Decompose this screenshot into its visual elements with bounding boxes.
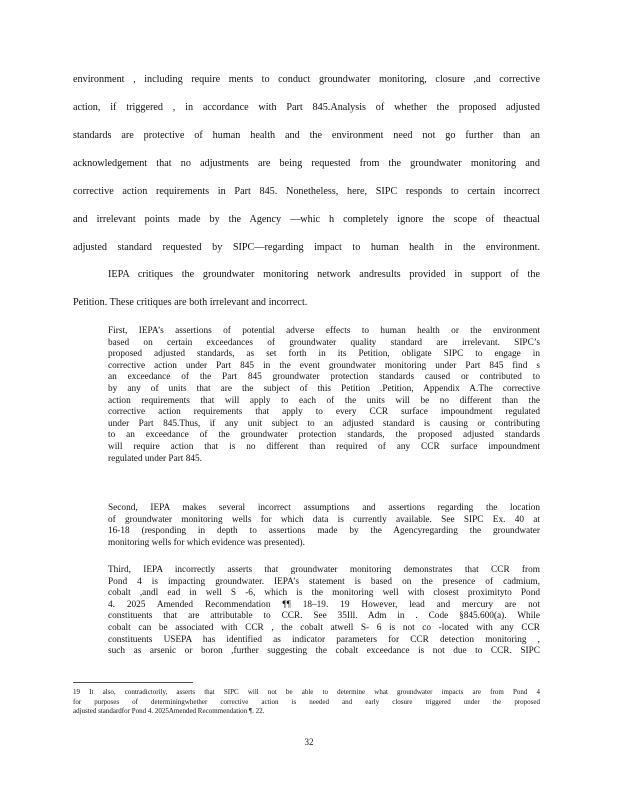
bullet-line: cobalt ,andl ead in well S -6, which is the monitoring well with closest proximityto Pond [108,588,540,599]
bullet-line: such as arsenic or boron ,further suggesting the cobalt exceedance is not due to CCR. SIPC [108,646,540,657]
paragraph-line: IEPA critiques the groundwater monitoring network andresults provided in support of the [108,269,540,280]
bullet-line: cobalt can be associated with CCR , the cobalt atwell S- 6 is not co -located with any CCR [108,622,540,633]
bullet-line: constituents that are attributable to CCR. See 35Ill. Adm in . Code §845.600(a). While [108,611,540,622]
bullet-line: 4. 2025 Amended Recommendation ¶¶ 18–19. 19 However, lead and mercury are not [108,599,540,610]
bullet-line: Second, IEPA makes several incorrect assumptions and assertions regarding the location [108,503,540,513]
bullet-line: monitoring wells for which evidence was presented). [108,537,305,548]
paragraph-line: acknowledgement that no adjustments are being requested from the groundwater monitoring and [73,158,540,169]
paragraph-line: action, if triggered , in accordance with Part 845.Analysis of whether the proposed adjusted [73,102,540,113]
paragraph-line: and irrelevant points made by the Agency —whic h completely ignore the scope of theactual [73,214,540,225]
bullet-item-1 [108,326,540,465]
paragraph-line: environment , including require ments to conduct groundwater monitoring, closure ,and corrective [73,74,540,85]
bullet-line: Third, IEPA incorrectly asserts that groundwater monitoring demonstrates that CCR from [108,565,540,575]
page-number: 32 [304,737,314,747]
bullet-line: corrective action under Part 845 in the event groundwater monitoring under Part 845 find s [108,360,540,371]
bullet-line: will require action that is no different than required of any CCR surface impoundment [108,441,540,452]
paragraph-line: adjusted standard requested by SIPC—regarding impact to human health in the environment. [73,242,540,253]
bullet-item-2 [108,503,540,549]
bullet-line: by any of units that are the subject of this Petition .Petition, Appendix A.The corrective [108,383,540,394]
bullet-line: under Part 845.Thus, if any unit subject to an adjusted standard is causing or contributing [108,418,540,429]
bullet-line: constituents USEPA has identified as indicator parameters for CCR detection monitoring , [108,634,540,645]
paragraph-line: corrective action requirements in Part 845. Nonetheless, here, SIPC responds to certain incorrect [73,186,540,197]
footnote [73,688,540,717]
bullet-item-3 [108,565,540,658]
footnote-line: for purposes of determiningwhether corrective action is needed and early closure triggered under the proposed [73,697,540,706]
bullet-line: to an exceedance of the groundwater protection standards, the proposed adjusted standards [108,430,540,441]
footnote-line: adjusted standardfor Pond 4. 2025Amended Recommendation ¶. 22. [73,707,265,716]
bullet-line: First, IEPA’s assertions of potential adverse effects to human health or the environment [108,326,540,336]
paragraph-line: Petition. These critiques are both irrelevant and incorrect. [73,297,308,308]
paragraph-line: standards are protective of human health and the environment need not go further than an [73,130,540,141]
footnote-line: 19 It also, contradictorily, asserts that SIPC will not be able to determine what groundwater impacts are from Pond 4 [73,688,540,696]
bullet-line: an exceedance of the Part 845 groundwater protection standards caused or contributed to [108,372,540,383]
footnote-separator [73,682,193,683]
bullet-line: of groundwater monitoring wells for which data is currently available. See SIPC Ex. 40 at [108,514,540,525]
bullet-line: action requirements that will apply to each of the units will be no different than the [108,395,540,406]
bullet-line: based on certain exceedances of groundwater quality standard are irrelevant. SIPC’s [108,337,540,348]
bullet-line: proposed adjusted standards, as set forth in its Petition, obligate SIPC to engage in [108,349,540,360]
bullet-line: regulated under Part 845. [108,453,202,464]
bullet-line: 16-18 (responding in depth to assertions made by the Agencyregarding the groundwater [108,526,540,537]
bullet-line: Pond 4 is impacting groundwater. IEPA’s statement is based on the presence of cadmium, [108,576,540,587]
bullet-line: corrective action requirements that apply to every CCR surface impoundment regulated [108,407,540,418]
